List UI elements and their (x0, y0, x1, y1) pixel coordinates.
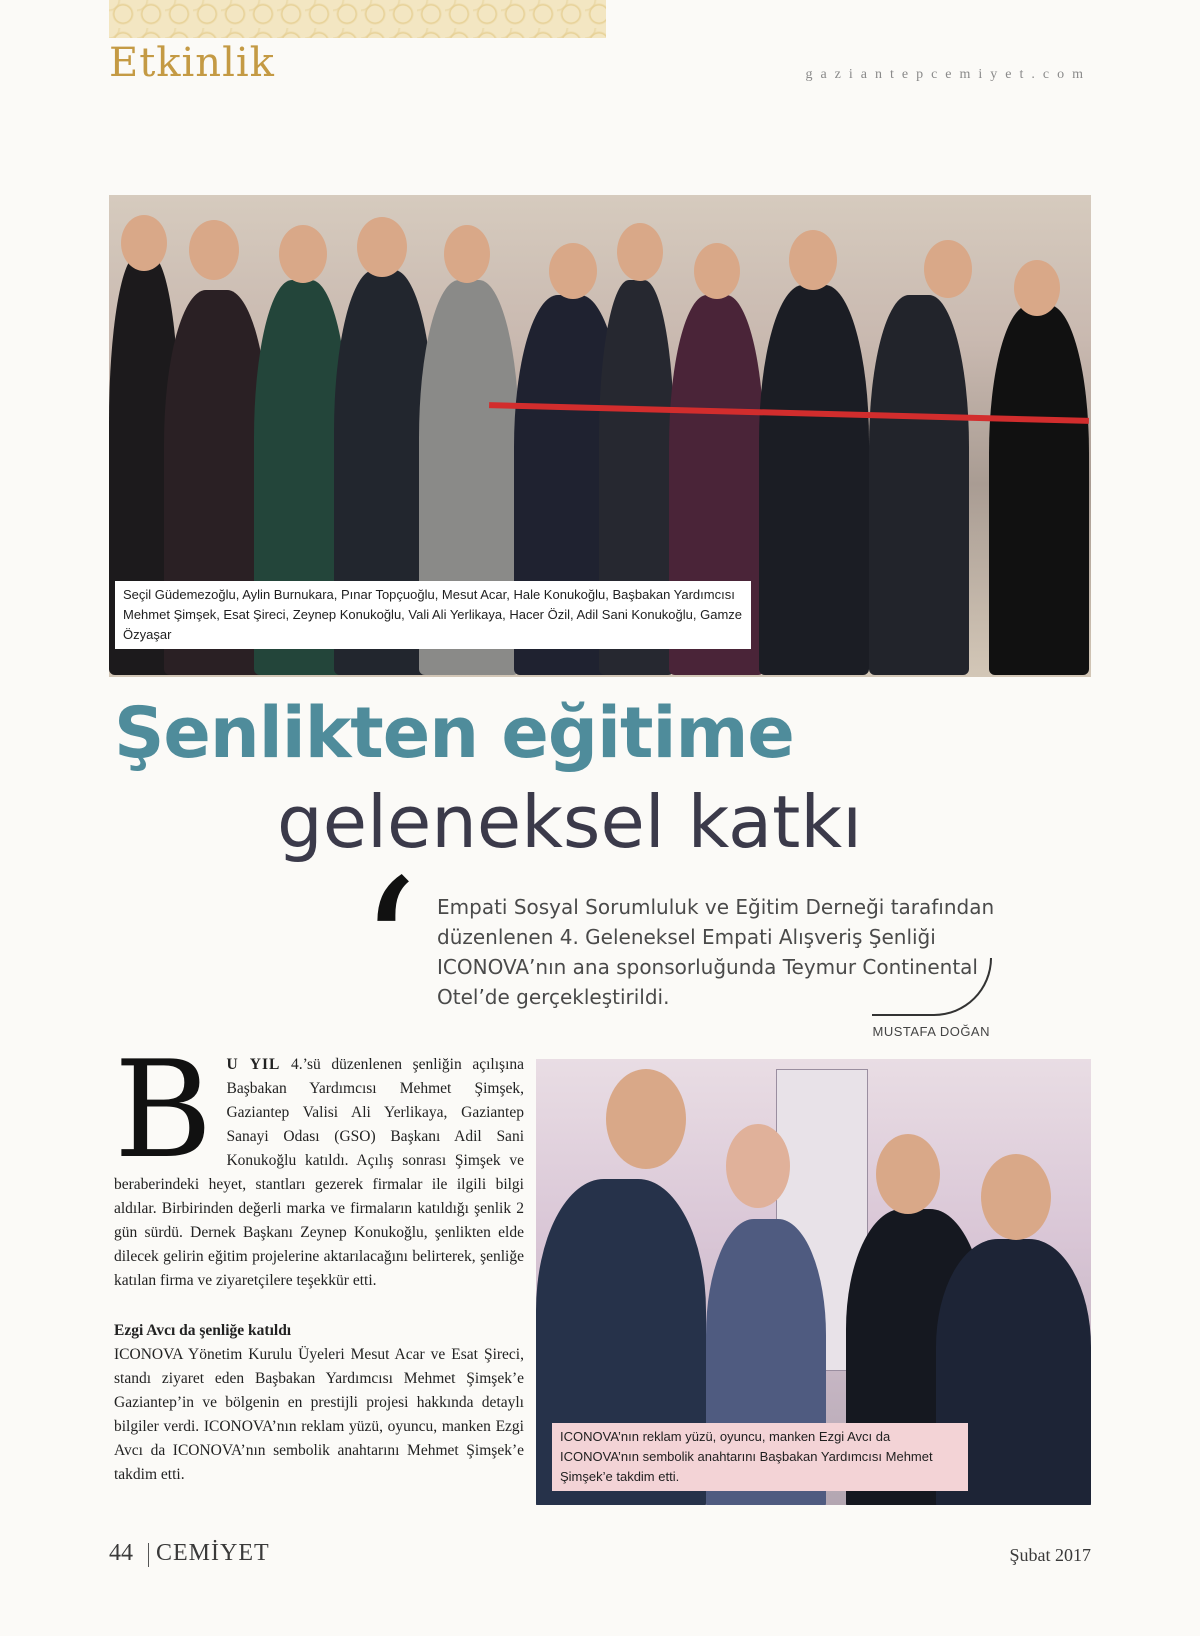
footer-divider (148, 1543, 149, 1567)
issue-date: Şubat 2017 (1009, 1545, 1091, 1565)
lead-paragraph: Empati Sosyal Sorumluluk ve Eğitim Derneği tarafından düzenlenen 4. Geleneksel Empati Alışveriş Şenliği ICONOVA’nın ana sponsorluğunda Teymur Continental Otel’de gerçekleştirildi. (437, 895, 995, 1009)
website-url: gaziantepcemiyet.com (805, 67, 1091, 82)
author-byline: MUSTAFA DOĞAN (872, 1024, 990, 1039)
quote-mark-icon: ‘ (358, 839, 419, 1060)
ribbon-cutting-photo (109, 195, 1091, 677)
article-subhead: Ezgi Avcı da şenliğe katıldı (114, 1322, 292, 1339)
drop-cap: B (114, 1032, 213, 1188)
article-paragraph-2: ICONOVA Yönetim Kurulu Üyeleri Mesut Acar ve Esat Şireci, standı ziyaret eden Başbakan Yardımcısı Mehmet Şimşek’e Gaziantep’in ve bölgenin en prestijli projesi hakkında detaylı bilgiler verdi. ICONOVA’nın reklam yüzü, oyuncu, manken Ezgi Avcı da ICONOVA’nın sembolik anahtarını Mehmet Şimşek’e takdim etti. (114, 1346, 524, 1483)
top-ornament-band (109, 0, 606, 38)
page-number: 44 (109, 1540, 133, 1566)
second-photo-caption: ICONOVA’nın reklam yüzü, oyuncu, manken Ezgi Avcı da ICONOVA’nın sembolik anahtarını Başbakan Yardımcısı Mehmet Şimşek’e takdim etti. (552, 1423, 968, 1491)
magazine-name: CEMİYET (156, 1540, 270, 1566)
headline-line-2: geleneksel katkı (277, 780, 863, 864)
article-lead-in: U YIL (226, 1056, 281, 1073)
article-paragraph-1: 4.’sü düzenlenen şenliğin açılışına Başbakan Yardımcısı Mehmet Şimşek, Gaziantep Valisi Ali Yerlikaya, Gaziantep Sanayi Odası (GSO) Başkanı Adil Sani Konukoğlu katıldı. Açılış sonrası Şimşek ve beraberindeki heyet, stantları gezerek firmalar ile ilgili bilgi aldılar. Birbirinden değerli marka ve firmaların katıldığı şenlik 2 gün sürdü. Dernek Başkanı Zeynep Konukoğlu, şenlikten elde dilecek gelirin eğitim projelerine aktarılacağını belirterek, şenliğe katılan firma ve ziyaretçilere teşekkür etti. (114, 1056, 525, 1289)
article-body (114, 1032, 525, 1487)
section-label: Etkinlik (109, 40, 275, 86)
main-photo-caption: Seçil Güdemezoğlu, Aylin Burnukara, Pınar Topçuoğlu, Mesut Acar, Hale Konukoğlu, Başbakan Yardımcısı Mehmet Şimşek, Esat Şireci, Zeynep Konukoğlu, Vali Ali Yerlikaya, Hacer Özil, Adil Sani Konukoğlu, Gamze Özyaşar (115, 581, 751, 649)
key-ceremony-photo (536, 1059, 1091, 1505)
headline-line-1: Şenlikten eğitime (114, 692, 794, 774)
